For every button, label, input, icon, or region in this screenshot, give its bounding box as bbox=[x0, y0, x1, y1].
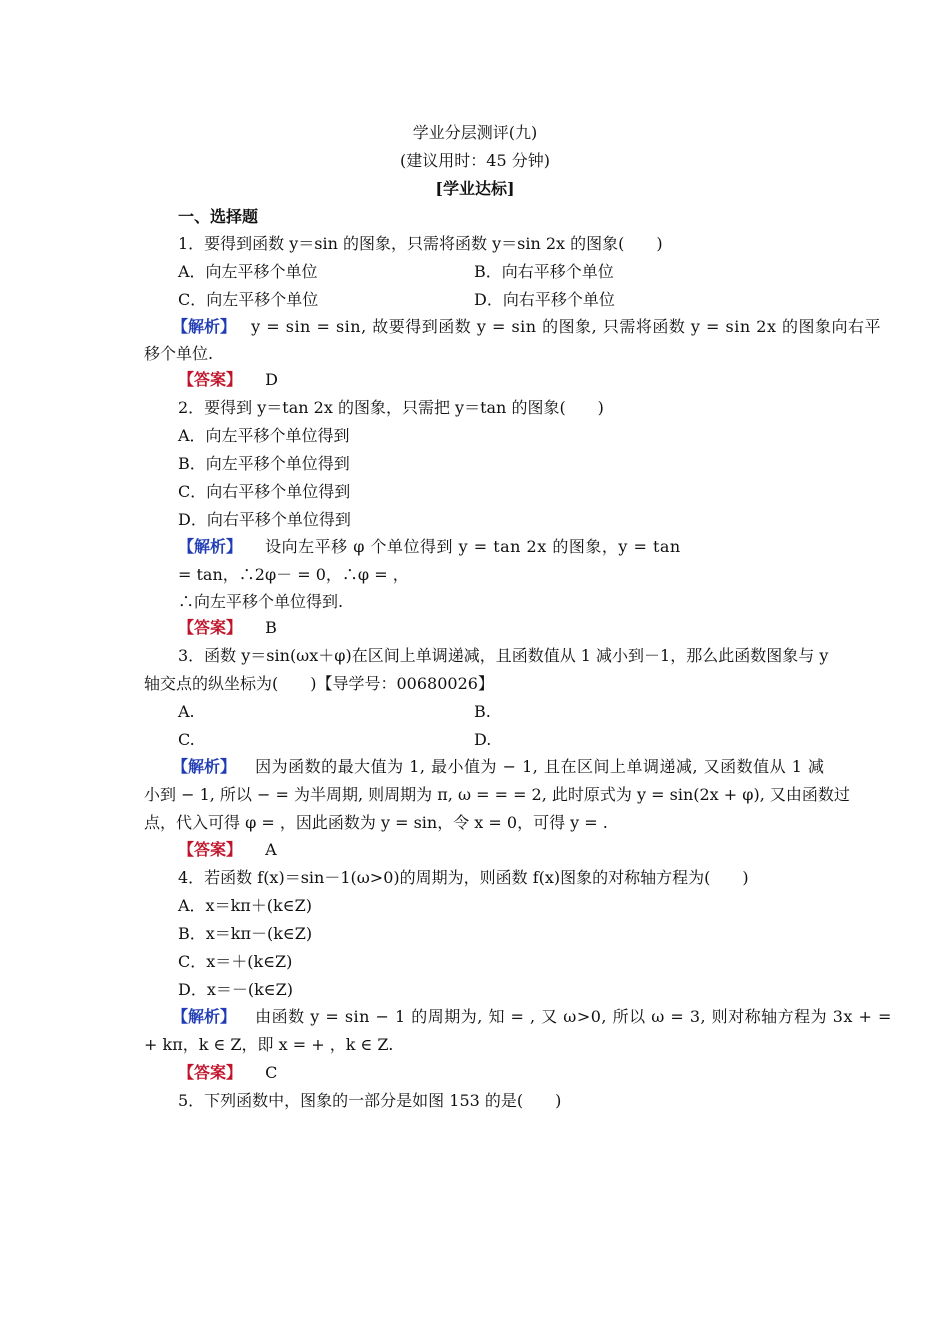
q2-option-c: C．向右平移个单位得到 bbox=[178, 482, 351, 501]
q3-analysis-line3: 点，代入可得 φ = ，因此函数为 y = sin，令 x = 0，可得 y = . bbox=[144, 813, 608, 832]
q2-stem: 2．要得到 y＝tan 2x 的图象，只需把 y＝tan 的图象( ) bbox=[178, 398, 604, 417]
q3-option-b: B. bbox=[474, 702, 491, 721]
part-heading: 一、选择题 bbox=[178, 207, 259, 226]
q1-option-d: D．向右平移个单位 bbox=[474, 290, 615, 309]
q1-option-c: C．向左平移个单位 bbox=[178, 290, 319, 309]
answer-tag: 【答案】 bbox=[178, 618, 243, 637]
q2-option-d: D．向右平移个单位得到 bbox=[178, 510, 351, 529]
q3-option-c: C. bbox=[178, 730, 195, 749]
q3-analysis-line2: 小到 − 1, 所以 − = 为半周期, 则周期为 π, ω = = = 2, 此时原式为 y = sin(2x + φ), 又由函数过 bbox=[144, 785, 850, 804]
q5-stem: 5．下列函数中，图象的一部分是如图 153 的是( ) bbox=[178, 1091, 562, 1110]
q4-option-d: D．x＝－(k∈Z) bbox=[178, 980, 293, 999]
q3-option-d: D. bbox=[474, 730, 492, 749]
doc-subtitle: (建议用时：45 分钟) bbox=[400, 151, 550, 170]
q1-answer: D bbox=[265, 370, 278, 389]
q3-analysis-line1 bbox=[172, 757, 825, 777]
analysis-tag: 【解析】 bbox=[172, 1007, 237, 1026]
q2-answer: B bbox=[265, 618, 277, 637]
q1-answer-line bbox=[178, 370, 278, 390]
q3-analysis-text: 因为函数的最大值为 1, 最小值为 − 1, 且在区间上单调递减, 又函数值从 1 减 bbox=[255, 757, 825, 776]
q2-answer-line bbox=[178, 618, 277, 638]
answer-tag: 【答案】 bbox=[178, 1063, 243, 1082]
q4-analysis-line1 bbox=[172, 1007, 892, 1027]
analysis-tag: 【解析】 bbox=[178, 537, 243, 556]
q4-option-a: A．x＝kπ＋(k∈Z) bbox=[178, 896, 312, 915]
q4-answer-line bbox=[178, 1063, 277, 1083]
answer-tag: 【答案】 bbox=[178, 840, 243, 859]
q1-analysis-line1 bbox=[172, 317, 881, 337]
q3-answer: A bbox=[265, 840, 277, 859]
q4-answer: C bbox=[265, 1063, 278, 1082]
q1-option-a: A．向左平移个单位 bbox=[178, 262, 318, 281]
doc-title: 学业分层测评(九) bbox=[412, 123, 538, 142]
q2-option-a: A．向左平移个单位得到 bbox=[178, 426, 350, 445]
answer-tag: 【答案】 bbox=[178, 370, 243, 389]
q3-stem-line2: 轴交点的纵坐标为( )【导学号：00680026】 bbox=[144, 674, 494, 693]
q2-analysis-line3: ∴向左平移个单位得到. bbox=[178, 592, 344, 611]
q4-analysis-text: 由函数 y = sin − 1 的周期为, 知 = , 又 ω>0, 所以 ω = 3, 则对称轴方程为 3x + = bbox=[255, 1007, 892, 1026]
q1-analysis-line2: 移个单位. bbox=[144, 344, 214, 363]
analysis-tag: 【解析】 bbox=[172, 757, 237, 776]
q4-option-c: C．x＝＋(k∈Z) bbox=[178, 952, 293, 971]
q2-analysis-line1 bbox=[178, 537, 681, 557]
q3-answer-line bbox=[178, 840, 277, 860]
analysis-tag: 【解析】 bbox=[172, 317, 237, 336]
q4-analysis-line2: + kπ，k ∈ Z，即 x = + ，k ∈ Z. bbox=[144, 1035, 394, 1054]
q2-analysis-line2: = tan，∴2φ－ = 0，∴φ = ， bbox=[178, 565, 409, 584]
q1-analysis-text: y = sin = sin, 故要得到函数 y = sin 的图象, 只需将函数 y = sin 2x 的图象向右平 bbox=[251, 317, 882, 336]
q3-option-a: A. bbox=[178, 702, 195, 721]
q1-stem: 1．要得到函数 y＝sin 的图象，只需将函数 y＝sin 2x 的图象( ) bbox=[178, 234, 663, 253]
q2-analysis-text: 设向左平移 φ 个单位得到 y = tan 2x 的图象，y = tan bbox=[265, 537, 681, 556]
q1-option-b: B．向右平移个单位 bbox=[474, 262, 614, 281]
q4-option-b: B．x＝kπ－(k∈Z) bbox=[178, 924, 313, 943]
q3-stem-line1: 3．函数 y＝sin(ωx＋φ)在区间上单调递减，且函数值从 1 减小到－1，那么此函数图象与 y bbox=[178, 646, 829, 665]
q4-stem: 4．若函数 f(x)＝sin－1(ω>0)的周期为，则函数 f(x)图象的对称轴方程为( ) bbox=[178, 868, 749, 887]
section-heading: [学业达标] bbox=[435, 179, 515, 198]
q2-option-b: B．向左平移个单位得到 bbox=[178, 454, 350, 473]
